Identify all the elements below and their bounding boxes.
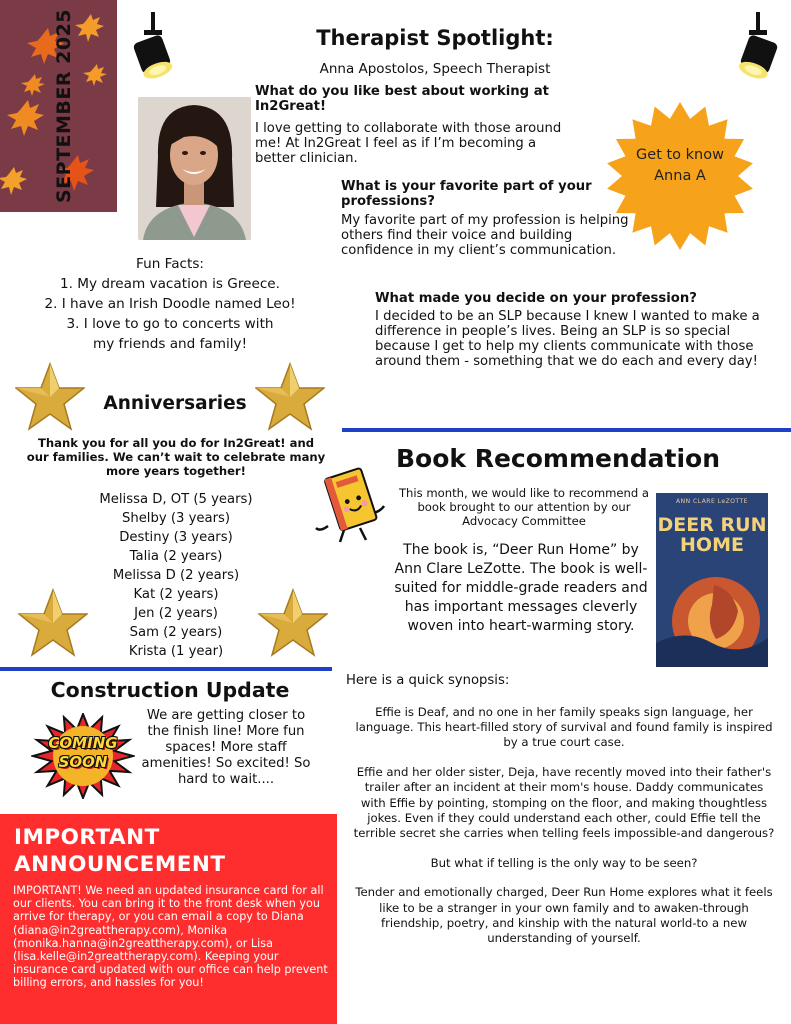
important-announcement-title	[14, 824, 314, 878]
book-recommendation-title: Book Recommendation	[395, 444, 721, 473]
badge-line-2: Anna A	[654, 168, 706, 184]
fun-fact-item: 3. I love to go to concerts with	[66, 316, 274, 332]
spotlight-lamp-icon	[737, 12, 779, 82]
book-intro: This month, we would like to recommend a book brought to our attention by our Advocacy Committee	[398, 486, 650, 528]
synopsis-paragraph: Effie is Deaf, and no one in her family speaks sign language, her language. This heart-filled story of survival and found family is inspired by a true court case.	[355, 705, 773, 750]
list-item: Destiny (3 years)	[119, 530, 233, 545]
synopsis-paragraph: Effie and her older sister, Deja, have recently moved into their father's trailer after an incident at their mom's house. Daddy communicates with Effie by pointing, stomping on the floor, and making thoughtless jokes. Even if they could understand each other, could Effie tell the terrible secret she carries when telling feels impossible-and dangerous?	[353, 765, 775, 840]
spotlight-answer-1: I love getting to collaborate with those around me! At In2Great I feel as if I’m becoming a better clinician.	[255, 121, 562, 166]
fun-fact-item: my friends and family!	[92, 336, 248, 352]
list-item: Krista (1 year)	[128, 644, 224, 659]
fun-facts	[20, 254, 320, 354]
coming-soon-line: SOON	[58, 753, 108, 771]
spotlight-title: Therapist Spotlight:	[316, 26, 554, 50]
cover-title-line: DEER RUN	[657, 514, 767, 536]
section-divider	[342, 428, 791, 432]
synopsis-paragraph: Tender and emotionally charged, Deer Run Home explores what it feels like to be a stranger in your own family and to awaken-through friendship, poetry, and kinship with the natural world-to a new understanding of yourself.	[355, 885, 773, 945]
book-cover	[656, 493, 768, 667]
spotlight-answer-3: I decided to be an SLP because I knew I wanted to make a difference in people’s lives. Being an SLP is so special because I get to help my clients communicate with those around them - something that we do each and every day!	[375, 309, 760, 369]
list-item: Melissa D, OT (5 years)	[99, 492, 253, 507]
walking-book-icon	[314, 466, 390, 544]
gold-star-icon	[255, 362, 325, 432]
month-banner	[0, 0, 117, 212]
book-synopsis	[351, 705, 777, 961]
cover-author: ANN CLARE LeZOTTE	[676, 498, 748, 505]
badge-line-1: Get to know	[636, 147, 724, 163]
spotlight-answer-2: My favorite part of my profession is helping others find their voice and building confidence in my client’s communication.	[341, 213, 629, 258]
list-item: Melissa D (2 years)	[112, 568, 240, 583]
important-announcement-text: IMPORTANT! We need an updated insurance card for all our clients. You can bring it to the front desk when you arrive for therapy, or you can email a copy to Diana (diana@in2greattherapy.com), Monika (monika.hanna@in2greattherapy.com), or Lisa (lisa.kelle@in2greattherapy.com). Keeping your insurance card updated with our office can help prevent billing errors, and hassles for you!	[13, 884, 328, 990]
construction-title: Construction Update	[50, 678, 290, 702]
announcement-title-line: IMPORTANT	[14, 825, 160, 850]
coming-soon-badge	[31, 713, 135, 799]
month-label: SEPTEMBER 2025	[53, 8, 75, 204]
anniversaries-thanks: Thank you for all you do for In2Great! and our families. We can’t wait to celebrate many more years together!	[26, 436, 326, 478]
anniversaries-title: Anniversaries	[103, 393, 247, 414]
construction-text: We are getting closer to the finish line! More fun spaces! More staff amenities! So excited! So hard to wait....	[141, 708, 311, 787]
list-item: Kat (2 years)	[133, 587, 219, 602]
gold-star-icon	[15, 362, 85, 432]
cover-title-line: HOME	[680, 534, 744, 556]
spotlight-subtitle: Anna Apostolos, Speech Therapist	[319, 61, 551, 77]
therapist-photo	[138, 97, 251, 240]
list-item: Shelby (3 years)	[121, 511, 231, 526]
synopsis-label: Here is a quick synopsis:	[346, 673, 510, 688]
list-item: Talia (2 years)	[129, 549, 223, 564]
book-description: The book is, “Deer Run Home” by Ann Clare LeZotte. The book is well-suited for middle-grade readers and has important messages cleverly woven into heart-warming story.	[394, 542, 648, 634]
spotlight-question-2: What is your favorite part of your professions?	[341, 179, 592, 209]
fun-fact-item: 1. My dream vacation is Greece.	[60, 276, 280, 292]
spotlight-question-1: What do you like best about working at In2Great!	[255, 84, 549, 114]
cover-title	[656, 515, 768, 555]
coming-soon-text	[31, 734, 135, 772]
list-item: Sam (2 years)	[129, 625, 223, 640]
list-item: Jen (2 years)	[134, 606, 218, 621]
coming-soon-line: COMING	[48, 734, 118, 752]
get-to-know-badge-text	[604, 145, 756, 187]
spotlight-question-3: What made you decide on your profession?	[375, 291, 697, 306]
announcement-title-line: ANNOUNCEMENT	[14, 852, 226, 877]
fun-facts-title: Fun Facts:	[136, 256, 204, 272]
anniversaries-list	[76, 490, 276, 661]
fun-fact-item: 2. I have an Irish Doodle named Leo!	[44, 296, 296, 312]
section-divider	[0, 667, 332, 671]
synopsis-paragraph: But what if telling is the only way to be seen?	[430, 855, 698, 870]
spotlight-lamp-icon	[132, 12, 174, 82]
